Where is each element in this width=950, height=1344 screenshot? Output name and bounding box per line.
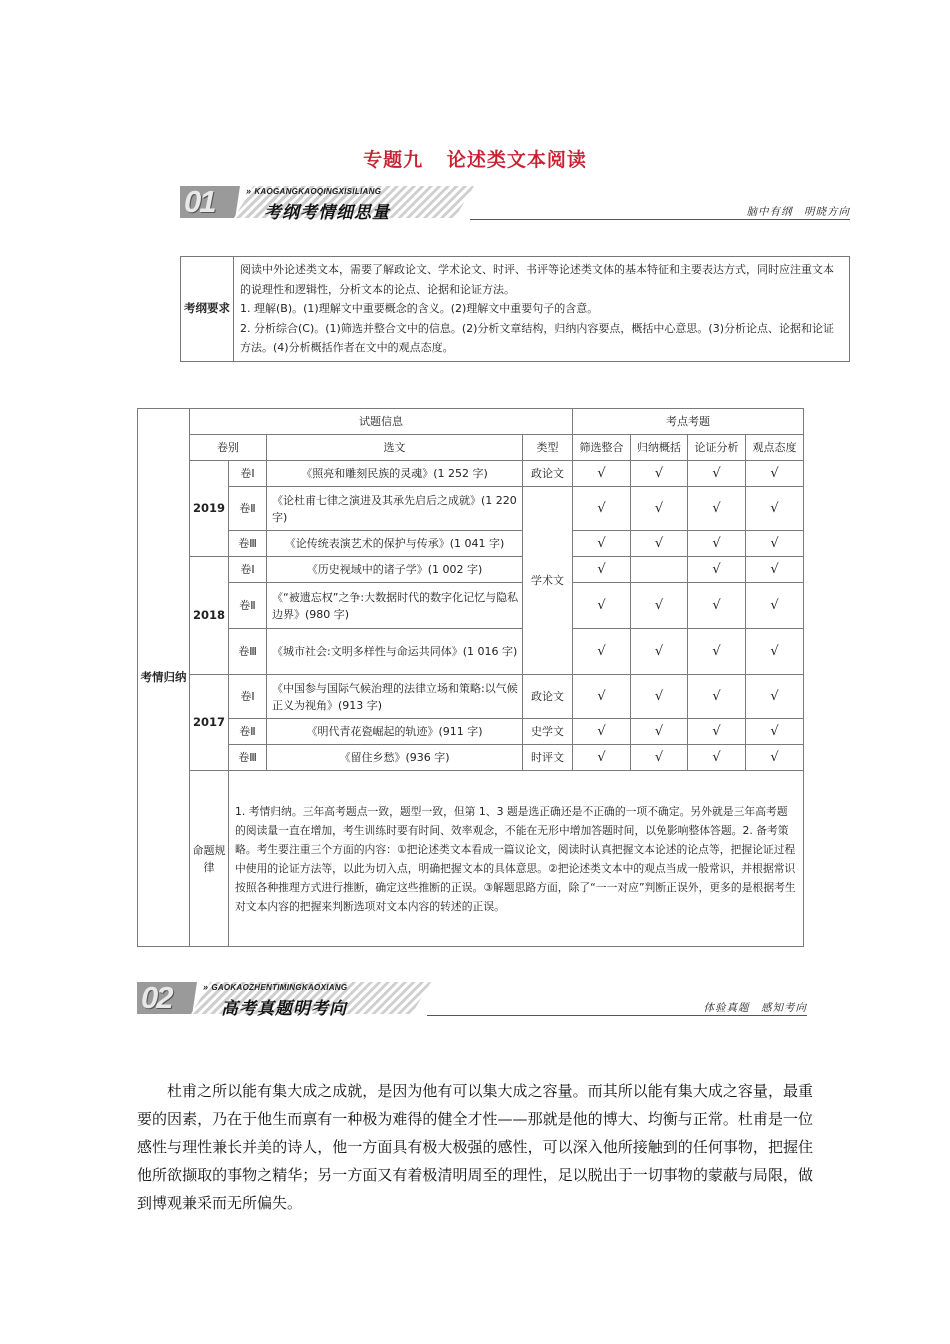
check-mark: √	[688, 629, 746, 675]
text-cell: 《论传统表演艺术的保护与传承》(1 041 字)	[267, 531, 523, 557]
col-point: 归纳概括	[631, 435, 688, 461]
check-mark: √	[631, 675, 688, 719]
requirements-body	[234, 257, 850, 362]
col-text: 选文	[267, 435, 523, 461]
text-cell: 《留住乡愁》(936 字)	[267, 745, 523, 771]
check-mark: √	[631, 719, 688, 745]
text-cell: 《照亮和雕刻民族的灵魂》(1 252 字)	[267, 461, 523, 487]
table-row	[138, 557, 804, 583]
topic-number: 专题九	[363, 149, 424, 171]
check-mark: √	[746, 583, 804, 629]
juan-cell: 卷Ⅱ	[229, 583, 267, 629]
table-row	[138, 531, 804, 557]
section-title: 考纲考情细思量	[264, 203, 390, 223]
header-points: 考点考题	[573, 409, 804, 435]
text-cell: 《论杜甫七律之演进及其承先启后之成就》(1 220 字)	[267, 487, 523, 531]
section-pinyin: » KAOGANGKAOQINGXISILIANG	[246, 186, 382, 196]
type-cell: 政论文	[523, 675, 573, 719]
section-title: 高考真题明考向	[221, 999, 347, 1019]
section-slogan: 体验真题 感知考向	[703, 1002, 807, 1014]
juan-cell: 卷Ⅰ	[229, 461, 267, 487]
check-mark: √	[573, 583, 631, 629]
check-mark: √	[746, 531, 804, 557]
col-type: 类型	[523, 435, 573, 461]
check-mark: √	[688, 719, 746, 745]
section-banner-1	[180, 184, 850, 224]
text-cell: 《城市社会:文明多样性与命运共同体》(1 016 字)	[267, 629, 523, 675]
juan-cell: 卷Ⅱ	[229, 487, 267, 531]
check-mark: √	[573, 719, 631, 745]
requirements-line: 1. 理解(B)。(1)理解文中重要概念的含义。(2)理解文中重要句子的含意。	[240, 302, 599, 315]
page-title	[0, 145, 950, 172]
reading-passage: 杜甫之所以能有集大成之成就，是因为他有可以集大成之容量。而其所以能有集大成之容量，最重要的因素，乃在于他生而禀有一种极为难得的健全才性——那就是他的博大、均衡与正常。杜甫是一位感性与理性兼长并美的诗人，他一方面具有极大极强的感性，可以深入他所接触到的任何事物，把握住他所欲撷取的事物之精华；另一方面又有着极清明周至的理性，足以脱出于一切事物的蒙蔽与局限，做到博观兼采而无所偏失。	[137, 1082, 813, 1212]
section-slogan: 脑中有纲 明晓方向	[746, 206, 850, 218]
check-mark: √	[688, 675, 746, 719]
section-banner-2	[137, 980, 807, 1020]
section-number: 02	[141, 980, 172, 1015]
check-mark: √	[746, 745, 804, 771]
col-point: 筛选整合	[573, 435, 631, 461]
table-row	[138, 745, 804, 771]
table-row	[138, 487, 804, 531]
check-mark: √	[573, 745, 631, 771]
table-row	[138, 675, 804, 719]
side-label: 考情归纳	[138, 409, 190, 947]
table-row	[138, 461, 804, 487]
exam-analysis-table	[137, 408, 804, 947]
check-mark: √	[573, 531, 631, 557]
juan-cell: 卷Ⅲ	[229, 745, 267, 771]
table-row	[138, 583, 804, 629]
juan-cell: 卷Ⅱ	[229, 719, 267, 745]
check-mark: √	[688, 583, 746, 629]
check-mark: √	[746, 557, 804, 583]
text-cell: 《历史视域中的诸子学》(1 002 字)	[267, 557, 523, 583]
rules-text: 1. 考情归纳。三年高考题点一致，题型一致，但第 1、3 题是选正确还是不正确的一项不确定。另外就是三年高考题的阅读量一直在增加，考生训练时要有时间、效率观念，不能在无形中增加答题时间，以免影响整体答题。2. 备考策略。考生要注重三个方面的内容：①把论述类文本看成一篇议论文，阅读时认真把握文本论述的论点等，把握论证过程中使用的论证方法等，以此为切入点，明确把握文本的具体意思。②把论述类文本中的观点当成一般常识，并根据常识按照各种推理方式进行推断，确定这些推断的正误。③解题思路方面，除了“一一对应”判断正误外，更多的是根据考生对文本内容的把握来判断选项对文本内容的转述的正误。	[229, 771, 804, 947]
check-mark: √	[573, 487, 631, 531]
table-row	[138, 719, 804, 745]
juan-cell: 卷Ⅲ	[229, 629, 267, 675]
col-point: 论证分析	[688, 435, 746, 461]
type-cell: 学术文	[523, 487, 573, 675]
topic-name: 论述类文本阅读	[446, 149, 587, 171]
exam-requirements-table	[180, 256, 850, 362]
requirements-line: 2. 分析综合(C)。(1)筛选并整合文中的信息。(2)分析文章结构，归纳内容要点，概括中心意思。(3)分析论点、论据和论证方法。(4)分析概括作者在文中的观点态度。	[240, 321, 834, 354]
section-pinyin: » GAOKAOZHENTIMINGKAOXIANG	[203, 982, 348, 992]
juan-cell: 卷Ⅲ	[229, 531, 267, 557]
check-mark: √	[573, 461, 631, 487]
check-mark: √	[688, 461, 746, 487]
requirements-label: 考纲要求	[181, 257, 234, 362]
text-cell: 《“被遗忘权”之争:大数据时代的数字化记忆与隐私边界》(980 字)	[267, 583, 523, 629]
year-cell: 2019	[190, 461, 229, 557]
requirements-line: 阅读中外论述类文本，需要了解政论文、学术论文、时评、书评等论述类文体的基本特征和主要表达方式，同时应注重文本的说理性和逻辑性，分析文本的论点、论据和论证方法。	[240, 263, 834, 296]
table-row	[138, 629, 804, 675]
check-mark: √	[688, 487, 746, 531]
check-mark: √	[688, 745, 746, 771]
text-cell: 《中国参与国际气候治理的法律立场和策略:以气候正义为视角》(913 字)	[267, 675, 523, 719]
juan-cell: 卷Ⅰ	[229, 675, 267, 719]
text-cell: 《明代青花瓷崛起的轨迹》(911 字)	[267, 719, 523, 745]
check-mark	[631, 557, 688, 583]
juan-cell: 卷Ⅰ	[229, 557, 267, 583]
section-number: 01	[184, 184, 215, 219]
check-mark: √	[631, 461, 688, 487]
check-mark: √	[573, 557, 631, 583]
year-cell: 2017	[190, 675, 229, 771]
check-mark: √	[573, 675, 631, 719]
check-mark: √	[746, 487, 804, 531]
rules-label: 命题规律	[190, 771, 229, 947]
check-mark: √	[746, 719, 804, 745]
check-mark: √	[746, 461, 804, 487]
check-mark: √	[746, 675, 804, 719]
type-cell: 史学文	[523, 719, 573, 745]
year-cell: 2018	[190, 557, 229, 675]
check-mark: √	[631, 487, 688, 531]
type-cell: 政论文	[523, 461, 573, 487]
col-juan: 卷别	[190, 435, 267, 461]
check-mark: √	[631, 629, 688, 675]
check-mark: √	[573, 629, 631, 675]
check-mark: √	[631, 745, 688, 771]
header-info: 试题信息	[190, 409, 573, 435]
check-mark: √	[688, 531, 746, 557]
type-cell: 时评文	[523, 745, 573, 771]
check-mark: √	[631, 531, 688, 557]
col-point: 观点态度	[746, 435, 804, 461]
check-mark: √	[631, 583, 688, 629]
check-mark: √	[688, 557, 746, 583]
check-mark: √	[746, 629, 804, 675]
